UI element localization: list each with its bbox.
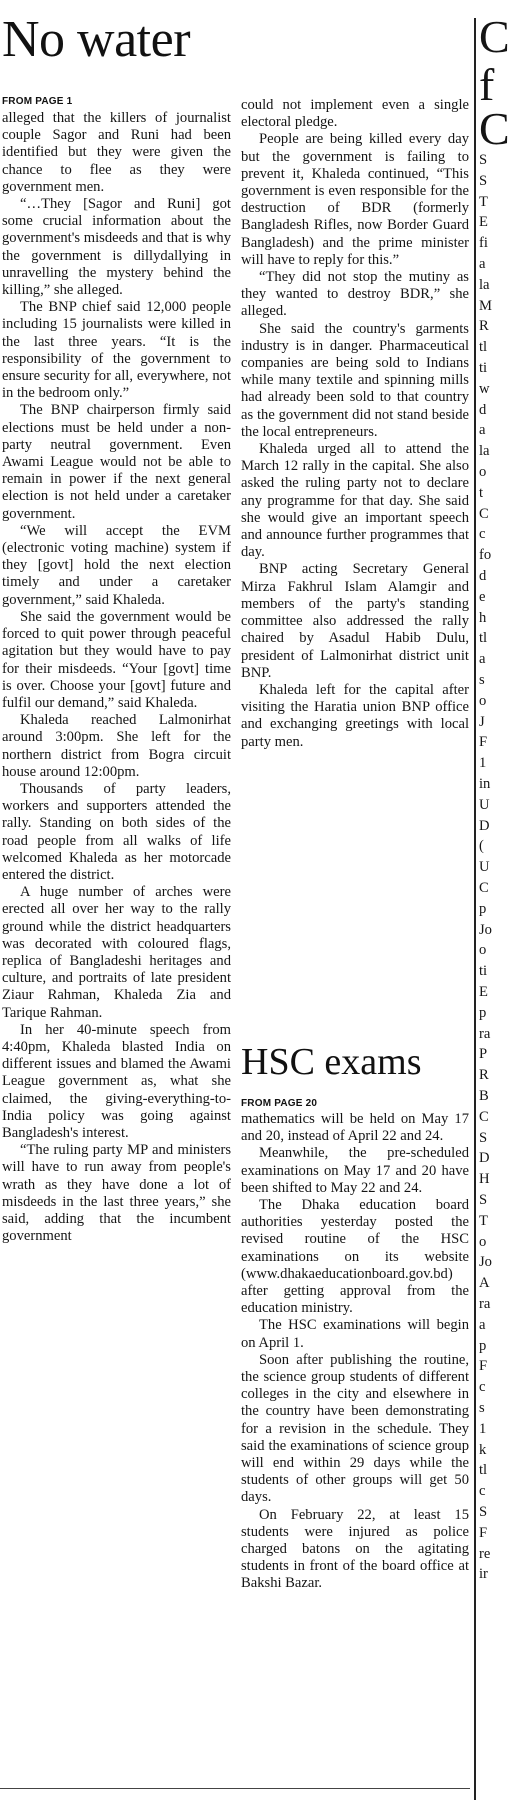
adjacent-text-fragment: s [479,1400,485,1416]
paragraph: On February 22, at least 15 students were injured as police charged batons on the agitating students in front of the board office at Bakshi Bazar. [241,1506,469,1592]
adjacent-text-fragment: o [479,942,487,959]
adjacent-text-fragment: k [479,1441,487,1458]
adjacent-text-fragment: H [479,1171,490,1188]
adjacent-text-fragment: U [479,859,490,876]
adjacent-text-fragment: U [479,796,490,813]
adjacent-text-fragment: ra [479,1296,491,1312]
adjacent-text-fragment: 1 [479,755,487,772]
story1-column-2 [241,97,469,751]
adjacent-headline-fragment: f [479,59,495,110]
adjacent-text-fragment: c [479,526,486,543]
adjacent-text-fragment: p [479,900,487,917]
adjacent-text-fragment: o [479,692,487,709]
adjacent-text-fragment: J [479,713,485,730]
adjacent-text-fragment: p [479,1004,487,1021]
paragraph: Soon after publishing the routine, the science group students of different colleges in the city and elsewhere in the country have been demonstrating for a revision in the schedule. They said the examinations of science group will end within 29 days while the students of other groups will get 50 days. [241,1351,469,1506]
paragraph: The Dhaka education board authorities yesterday posted the revised routine of the HSC examinations on its website (www.dhakaeducationboard.gov.bd) after getting approval from the education ministry. [241,1197,469,1317]
paragraph: People are being killed every day but the government is failing to prevent it, Khaleda continued, “This government is even responsible for the destruction of BDR (formerly Bangladesh Rifles, now Border Guard Bangladesh) and the prime minister will have to reply for this.” [241,131,469,268]
paragraph: BNP acting Secretary General Mirza Fakhrul Islam Alamgir and members of the party's standing committee also addressed the rally chaired by Asadul Habib Dulu, president of Lalmonirhat district unit BNP. [241,561,469,681]
adjacent-text-fragment: S [479,152,488,168]
paragraph: Khaleda urged all to attend the March 12 rally in the capital. She also asked the ruling party not to declare any programme for that day. She said she would give an important speech and announce further programmes that day. [241,441,469,561]
adjacent-text-fragment: ir [479,1566,488,1583]
adjacent-text-fragment: tl [479,630,488,647]
paragraph: could not implement even a single electoral pledge. [241,97,469,131]
story-headline-hsc-exams: HSC exams [241,1041,422,1083]
adjacent-text-fragment: fi [479,235,488,252]
paragraph: alleged that the killers of journalist couple Sagor and Runi had been identified but they were given the chance to flee as they were government men. [2,110,231,195]
adjacent-text-fragment: in [479,776,491,792]
adjacent-text-fragment: fo [479,547,492,564]
adjacent-text-fragment: tl [479,1462,488,1479]
paragraph: Khaleda reached Lalmonirhat around 3:00pm. She left for the northern district from Bogra circuit house around 12:00pm. [2,712,231,780]
adjacent-text-fragment: t [479,484,484,501]
adjacent-text-fragment: ti [479,963,488,980]
column-divider-rule [474,18,476,1800]
story-headline-no-water: No water [2,11,191,68]
adjacent-text-fragment: D [479,817,490,834]
adjacent-text-fragment: T [479,1212,488,1229]
adjacent-text-fragment: ti [479,360,488,376]
story-kicker-from-page-20: FROM PAGE 20 [241,1098,318,1109]
adjacent-text-fragment: c [479,1483,486,1500]
adjacent-text-fragment: p [479,1337,487,1354]
adjacent-text-fragment: C [479,1108,489,1125]
adjacent-text-fragment: o [479,1233,487,1250]
adjacent-text-fragment: re [479,1545,491,1562]
story1-column-1 [2,110,231,1245]
bottom-rule [0,1788,470,1789]
paragraph: In her 40-minute speech from 4:40pm, Khaleda blasted India on different issues and blamed the Awami League government as, what she claimed, the giving-everything-to-India policy was going against Bangladesh's interest. [2,1021,231,1141]
paragraph: “We will accept the EVM (electronic voting machine) system if they [govt] hold the next election timely and under a caretaker government,” said Khaleda. [2,522,231,608]
adjacent-text-fragment: S [479,1504,488,1520]
adjacent-text-fragment: a [479,1316,486,1333]
adjacent-text-fragment: tl [479,339,488,356]
adjacent-text-fragment: E [479,214,488,231]
adjacent-text-fragment: D [479,1150,490,1167]
adjacent-text-fragment: F [479,1524,488,1541]
adjacent-text-fragment: d [479,401,487,418]
adjacent-text-fragment: B [479,1088,489,1104]
adjacent-text-fragment: R [479,1067,489,1084]
paragraph: Khaleda left for the capital after visiting the Haratia union BNP office and exchanging greetings with local party men. [241,681,469,750]
paragraph: The BNP chief said 12,000 people including 15 journalists were killed in the last three years. “It is the responsibility of the government to ensure security for all, everywhere, not in the bedroom only.” [2,299,231,402]
adjacent-text-fragment: R [479,318,489,335]
adjacent-text-fragment: E [479,984,488,1000]
adjacent-column-clipped [479,0,510,1800]
paragraph: “They did not stop the mutiny as they wanted to destroy BDR,” she alleged. [241,269,469,320]
paragraph: Meanwhile, the pre-scheduled examinations on May 17 and 20 have been shifted to May 22 and 24. [241,1145,469,1196]
adjacent-text-fragment: d [479,568,487,584]
adjacent-text-fragment: e [479,588,486,605]
adjacent-text-fragment: F [479,734,488,751]
adjacent-text-fragment: C [479,505,489,522]
adjacent-text-fragment: a [479,422,486,439]
adjacent-text-fragment: o [479,464,487,480]
adjacent-text-fragment: 1 [479,1420,487,1437]
adjacent-text-fragment: la [479,276,490,293]
adjacent-text-fragment: a [479,651,486,668]
paragraph: The BNP chairperson firmly said elections must be held under a non-party neutral government. Even Awami League would not be able to remain in power if the next general election is not held under a caretaker government. [2,402,231,522]
adjacent-text-fragment: c [479,1379,486,1396]
adjacent-text-fragment: ra [479,1025,491,1042]
adjacent-text-fragment: Jo [479,1254,492,1271]
adjacent-text-fragment: S [479,172,488,189]
paragraph: A huge number of arches were erected all over her way to the rally ground while the district headquarters was decorated with coloured flags, replica of Bangladeshi heritages and culture, and portraits of late president Ziaur Rahman, Khaleda Zia and Tarique Rahman. [2,884,231,1021]
adjacent-text-fragment: a [479,256,486,272]
adjacent-text-fragment: S [479,1192,488,1208]
paragraph: mathematics will be held on May 17 and 20, instead of April 22 and 24. [241,1111,469,1145]
adjacent-text-fragment: S [479,1129,488,1146]
adjacent-text-fragment: F [479,1358,488,1375]
adjacent-headline-fragment: C [479,11,510,62]
adjacent-text-fragment: w [479,380,490,397]
adjacent-text-fragment: T [479,193,488,210]
adjacent-text-fragment: A [479,1275,490,1292]
adjacent-headline-fragment: C [479,103,510,154]
adjacent-text-fragment: C [479,880,489,896]
adjacent-text-fragment: h [479,609,487,626]
paragraph: “The ruling party MP and ministers will have to run away from people's wrath as they have done a lot of misdeeds in the last three years,” she said, adding that the incumbent government [2,1142,231,1245]
adjacent-text-fragment: ( [479,838,484,855]
adjacent-text-fragment: P [479,1046,488,1063]
adjacent-text-fragment: M [479,297,492,314]
paragraph: The HSC examinations will begin on April 1. [241,1317,469,1351]
story-kicker-from-page-1: FROM PAGE 1 [2,96,73,107]
paragraph: Thousands of party leaders, workers and supporters attended the rally. Standing on both sides of the road people from all walks of life welcomed Khaleda as her motorcade entered the district. [2,780,231,883]
story2-column [241,1111,469,1593]
adjacent-text-fragment: s [479,672,485,688]
paragraph: She said the government would be forced to quit power through peaceful agitation but they would have to pay for their misdeeds. “Your [govt] time is over. Choose your [govt] future and fulfil our demand,” said Khaleda. [2,608,231,711]
adjacent-text-fragment: la [479,443,490,460]
paragraph: “…They [Sagor and Runi] got some crucial information about the government's misdeeds and that is why the government is dillydallying in unravelling the mystery behind the killing,” she alleged. [2,196,231,299]
adjacent-text-fragment: Jo [479,921,492,938]
paragraph: She said the country's garments industry is in danger. Pharmaceutical companies are being sold to Indians while many textile and spinning mills had already been sold to that country as the government did not stand beside the local entrepreneurs. [241,320,469,440]
